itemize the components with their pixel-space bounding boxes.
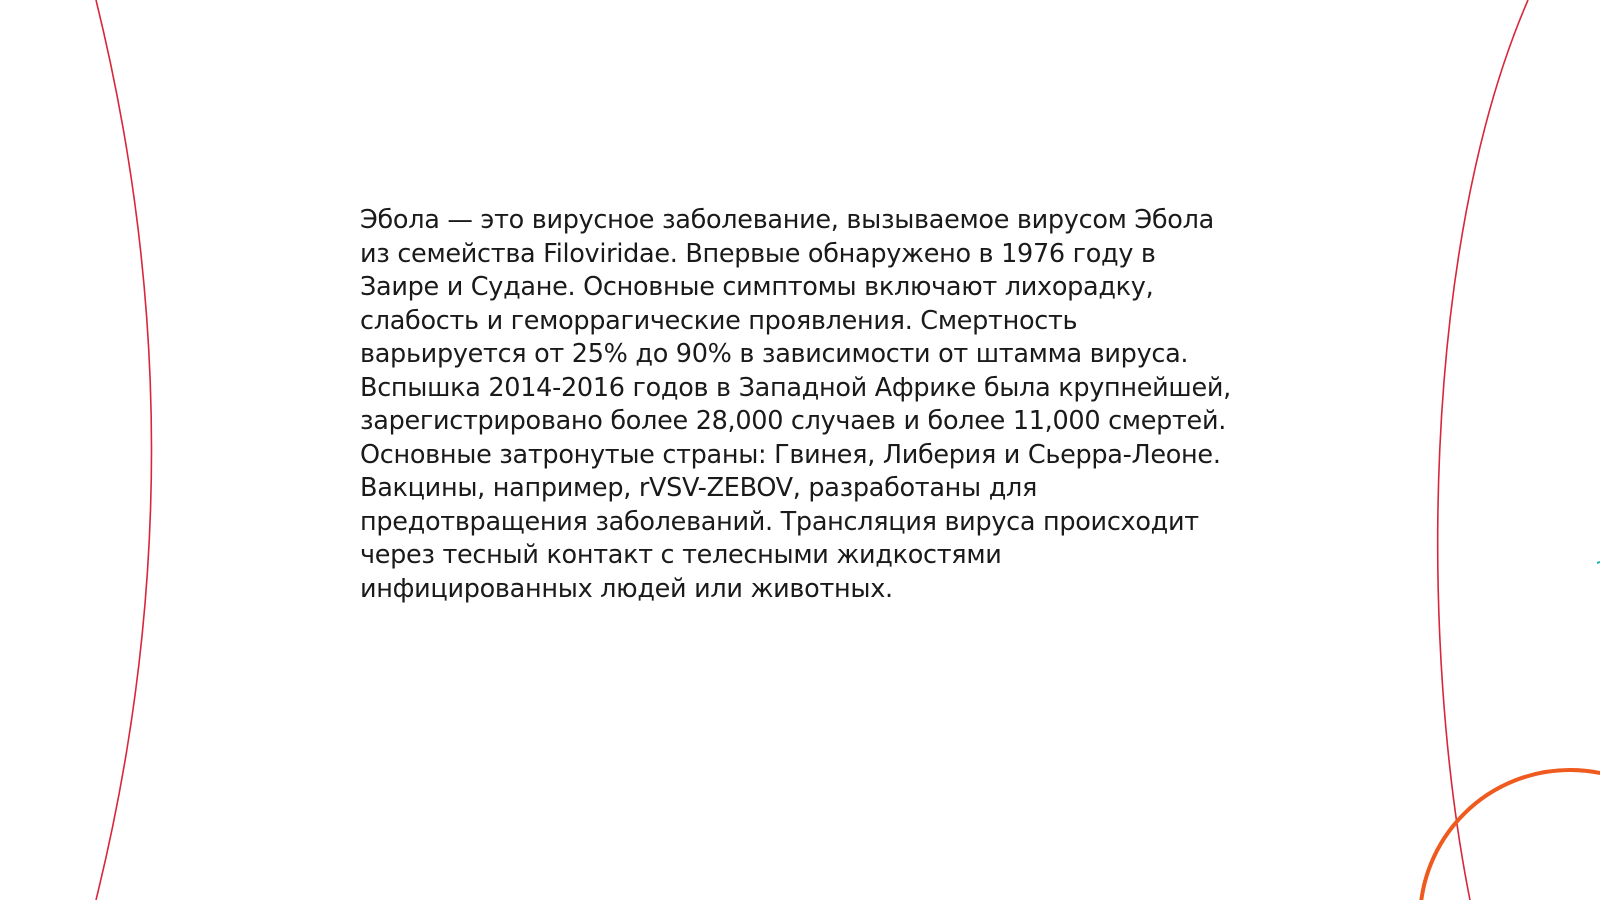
left-curve-line (96, 0, 152, 900)
right-curve-line (1438, 0, 1528, 900)
body-paragraph: Эбола — это вирусное заболевание, вызываемое вирусом Эбола из семейства Filoviridae. Впервые обнаружено в 1976 году в Заире и Судане. Основные симптомы включают лихорадку, слабость и геморрагические проявления. Смертность варьируется от 25% до 90% в зависимости от штамма вируса. Вспышка 2014-2016 годов в Западной Африке была крупнейшей, зарегистрировано более 28,000 случаев и более 11,000 смертей. Основные затронутые страны: Гвинея, Либерия и Сьерра-Леоне. Вакцины, например, rVSV-ZEBOV, разработаны для предотвращения заболеваний. Трансляция вируса происходит через тесный контакт с телесными жидкостями инфицированных людей или животных. (360, 205, 1231, 604)
orange-arc (1420, 770, 1600, 900)
